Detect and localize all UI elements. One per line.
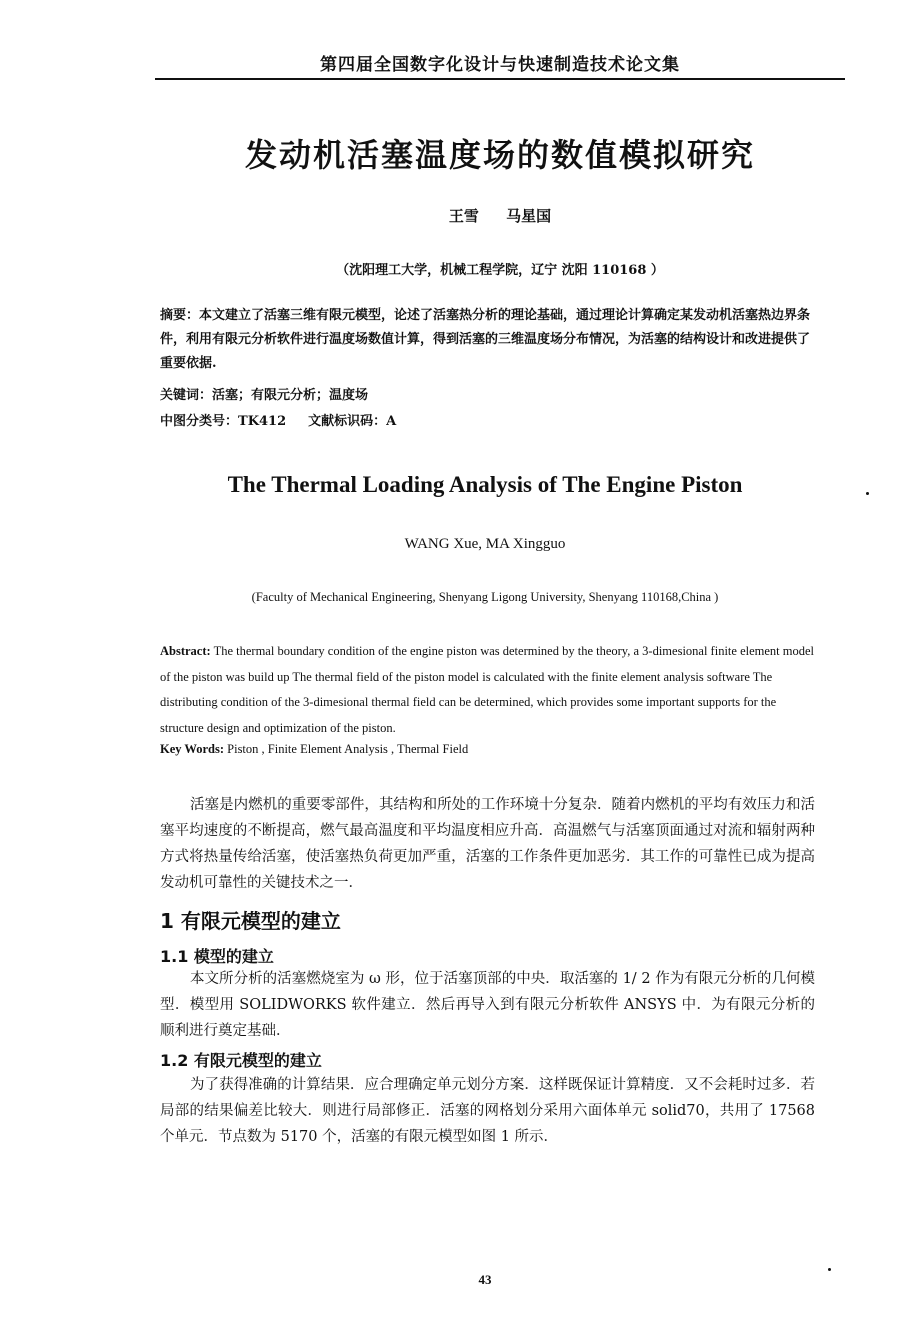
running-header: 第四届全国数字化设计与快速制造技术论文集 — [320, 55, 680, 75]
chinese-keywords-label: 关键词： — [160, 388, 213, 403]
section-1-heading: 1 有限元模型的建立 — [160, 909, 341, 933]
section-1-1-heading: 1.1 模型的建立 — [160, 947, 274, 966]
chinese-authors: 王雪 马星国 — [448, 207, 552, 225]
class-value: TK412 — [238, 414, 287, 429]
chinese-abstract-label: 摘要： — [160, 308, 200, 323]
english-abstract-text: The thermal boundary condition of the engine piston was determined by the theory, a 3-dimesional finite element model of the piston was build up The thermal field of the piston model is calculated with the finite element analysis software The distributing condition of the 3-dimesional thermal field can be determined, which provides some important supports for the structure design and optimization of the piston. — [160, 644, 814, 735]
english-affiliation: (Faculty of Mechanical Engineering, Shenyang Ligong University, Shenyang 110168,China ) — [251, 590, 719, 604]
section-1-1-paragraph: 本文所分析的活塞燃烧室为 ω 形，位于活塞顶部的中央．取活塞的 1/ 2 作为有限元分析的几何模型．模型用 SOLIDWORKS 软件建立．然后再导入到有限元分析软件 ANSYS 中．为有限元分析的顺利进行奠定基础． — [160, 971, 815, 1039]
section-1-2-heading: 1.2 有限元模型的建立 — [160, 1051, 322, 1070]
english-keywords — [160, 742, 820, 757]
class-label: 中图分类号： — [160, 414, 239, 429]
chinese-keywords — [160, 384, 815, 403]
header-rule — [155, 78, 845, 80]
english-title: The Thermal Loading Analysis of The Engine Piston — [227, 472, 743, 497]
english-abstract — [160, 639, 820, 741]
section-1-2-paragraph: 为了获得准确的计算结果．应合理确定单元划分方案．这样既保证计算精度．又不会耗时过多．若局部的结果偏差比较大．则进行局部修正．活塞的网格划分采用六面体单元 solid70，共用了 17568 个单元．节点数为 5170 个，活塞的有限元模型如图 1 所示． — [160, 1077, 815, 1145]
page-number: 43 — [478, 1272, 492, 1287]
chinese-keywords-text: 活塞；有限元分析；温度场 — [212, 388, 369, 403]
scan-speck — [828, 1268, 831, 1271]
chinese-abstract-text: 本文建立了活塞三维有限元模型，论述了活塞热分析的理论基础，通过理论计算确定某发动机活塞热边界条件，利用有限元分析软件进行温度场数值计算，得到活塞的三维温度场分布情况，为活塞的结构设计和改进提供了重要依据. — [160, 308, 811, 371]
english-abstract-label: Abstract: — [160, 644, 211, 658]
english-keywords-label: Key Words: — [160, 742, 225, 756]
classification-line — [160, 410, 815, 429]
scan-speck — [866, 492, 869, 495]
english-keywords-text: Piston , Finite Element Analysis , Thermal Field — [224, 742, 469, 756]
chinese-title: 发动机活塞温度场的数值模拟研究 — [244, 136, 755, 174]
english-authors: WANG Xue, MA Xingguo — [404, 536, 566, 552]
intro-paragraph: 活塞是内燃机的重要零部件，其结构和所处的工作环境十分复杂．随着内燃机的平均有效压力和活塞平均速度的不断提高，燃气最高温度和平均温度相应升高．高温燃气与活塞顶面通过对流和辐射两种方式将热量传给活塞，使活塞热负荷更加严重，活塞的工作条件更加恶劣．其工作的可靠性已成为提高发动机可靠性的关键技术之一． — [160, 797, 815, 891]
chinese-abstract — [160, 304, 815, 376]
doc-code-label: 文献标识码： — [308, 414, 387, 429]
chinese-affiliation: （沈阳理工大学，机械工程学院，辽宁 沈阳 110168 ） — [336, 263, 664, 278]
doc-code-value: A — [386, 414, 397, 429]
